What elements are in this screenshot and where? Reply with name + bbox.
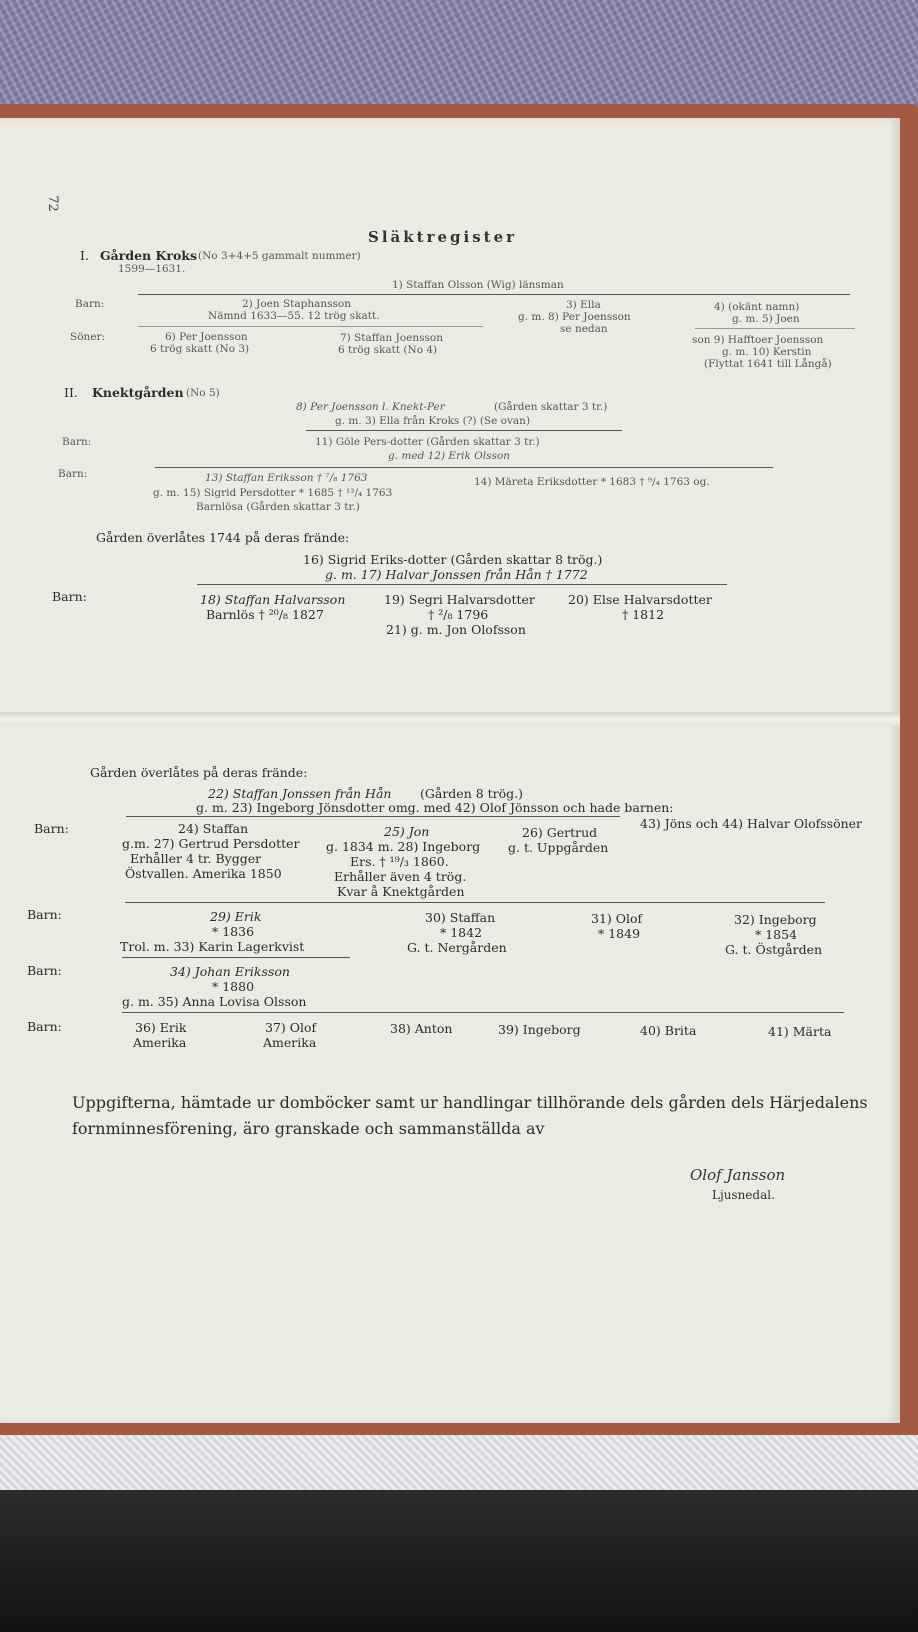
label-barn: Barn: <box>75 298 105 310</box>
person-32-name: 32) Ingeborg <box>734 912 817 927</box>
person-29-spouse: Trol. m. 33) Karin Lagerkvist <box>120 939 305 954</box>
person-2-note: Nämnd 1633—55. 12 trög skatt. <box>208 310 380 322</box>
person-16-name: 16) Sigrid Eriks-dotter (Gården skattar 8 trög.) <box>303 552 603 567</box>
rule <box>126 816 620 817</box>
author-place: Ljusnedal. <box>712 1188 775 1202</box>
label-barn: Barn: <box>58 468 88 480</box>
rule <box>155 467 773 468</box>
rule <box>138 326 483 327</box>
person-39: 39) Ingeborg <box>498 1022 581 1037</box>
lace-cloth <box>0 1435 918 1495</box>
person-34-spouse: g. m. 35) Anna Lovisa Olsson <box>122 994 307 1009</box>
person-13-note: Barnlösa (Gården skattar 3 tr.) <box>196 501 360 513</box>
page-fold <box>0 712 900 726</box>
person-24-note1: Erhåller 4 tr. Bygger <box>130 851 262 866</box>
person-9-name: son 9) Hafftoer Joensson <box>692 334 824 346</box>
person-13-spouse: g. m. 15) Sigrid Persdotter * 1685 † ¹³/₄ 1763 <box>153 487 393 499</box>
person-36-name: 36) Erik <box>135 1020 187 1035</box>
person-9-spouse: g. m. 10) Kerstin <box>722 346 812 358</box>
person-19-note: † ²/₈ 1796 <box>428 607 489 622</box>
person-24-spouse: g.m. 27) Gertrud Persdotter <box>122 836 300 851</box>
person-25-spouse-note: Ers. † ¹⁹/₃ 1860. <box>350 854 449 869</box>
person-34-name: 34) Johan Eriksson <box>170 964 290 979</box>
section1-number: I. <box>80 248 89 263</box>
person-20-note: † 1812 <box>622 607 665 622</box>
person-3-name: 3) Ella <box>566 299 601 311</box>
person-22-note: (Gården 8 trög.) <box>420 786 524 801</box>
person-36-note: Amerika <box>133 1035 187 1050</box>
person-6-note: 6 trög skatt (No 3) <box>150 343 250 355</box>
person-8-spouse: g. m. 3) Ella från Kroks (?) (Se ovan) <box>335 415 531 427</box>
rule <box>306 430 622 431</box>
person-31-birth: * 1849 <box>598 926 641 941</box>
closing-paragraph: Uppgifterna, hämtade ur domböcker samt ur handlingar tillhörande dels gården dels Härjedalens fornminnesförening, äro granskade och sammanställda av <box>72 1093 868 1138</box>
person-25-name: 25) Jon <box>384 824 430 839</box>
person-6-name: 6) Per Joensson <box>165 331 248 343</box>
person-24-note2: Östvallen. Amerika 1850 <box>125 866 282 881</box>
rule <box>695 328 855 329</box>
person-9-note: (Flyttat 1641 till Långå) <box>704 358 832 370</box>
person-7-name: 7) Staffan Joensson <box>340 332 443 344</box>
transfer-note-1: Gården överlåtes 1744 på deras frände: <box>96 530 350 545</box>
person-4-name: 4) (okänt namn) <box>714 301 800 313</box>
person-26-note: g. t. Uppgården <box>508 840 609 855</box>
person-26-name: 26) Gertrud <box>522 825 598 840</box>
person-3-note: se nedan <box>560 323 608 335</box>
label-barn: Barn: <box>52 589 87 604</box>
person-25-note2: Kvar å Knektgården <box>337 884 465 899</box>
person-29-name: 29) Erik <box>210 909 262 924</box>
person-37-name: 37) Olof <box>265 1020 317 1035</box>
person-40: 40) Brita <box>640 1023 697 1038</box>
person-8-name: 8) Per Joensson l. Knekt-Per <box>296 401 445 413</box>
section2-number: II. <box>64 385 78 400</box>
person-31-name: 31) Olof <box>591 911 643 926</box>
person-1: 1) Staffan Olsson (Wig) länsman <box>392 279 564 291</box>
person-2-name: 2) Joen Staphansson <box>242 298 351 310</box>
person-20-name: 20) Else Halvarsdotter <box>568 592 712 607</box>
person-25-spouse: g. 1834 m. 28) Ingeborg <box>326 839 481 854</box>
rule <box>125 902 825 903</box>
person-22-name: 22) Staffan Jonssen från Hån <box>208 786 392 801</box>
label-barn: Barn: <box>27 963 62 978</box>
rule <box>197 584 727 585</box>
person-18-name: 18) Staffan Halvarsson <box>200 592 346 607</box>
person-16-spouse: g. m. 17) Halvar Jonssen från Hån † 1772 <box>325 567 588 582</box>
person-19-name: 19) Segri Halvarsdotter <box>384 592 535 607</box>
person-18-note: Barnlös † ²⁰/₈ 1827 <box>206 607 324 622</box>
rule <box>122 957 350 958</box>
rule <box>122 1012 844 1013</box>
author-signature: Olof Jansson <box>690 1166 786 1184</box>
person-30-name: 30) Staffan <box>425 910 496 925</box>
person-32-birth: * 1854 <box>755 927 798 942</box>
page-title: Släktregister <box>368 228 518 246</box>
person-11-name: 11) Göle Pers-dotter (Gården skattar 3 tr.) <box>315 436 540 448</box>
person-30-note: G. t. Nergården <box>407 940 507 955</box>
person-32-note: G. t. Östgården <box>725 942 823 957</box>
person-14: 14) Märeta Eriksdotter * 1683 † ⁹/₄ 1763 og. <box>474 476 710 488</box>
section2-name: Knektgården <box>92 385 184 400</box>
person-22-spouse: g. m. 23) Ingeborg Jönsdotter omg. med 42) Olof Jönsson och hade barnen: <box>196 800 674 815</box>
person-7-note: 6 trög skatt (No 4) <box>338 344 438 356</box>
persons-43-44: 43) Jöns och 44) Halvar Olofssöner <box>640 816 863 831</box>
person-3-spouse: g. m. 8) Per Joensson <box>518 311 631 323</box>
person-25-note1: Erhåller även 4 trög. <box>334 869 467 884</box>
person-30-birth: * 1842 <box>440 925 483 940</box>
rule <box>138 294 850 295</box>
transfer-note-2: Gården överlåtes på deras frände: <box>90 765 308 780</box>
person-37-note: Amerika <box>263 1035 317 1050</box>
person-8-note: (Gården skattar 3 tr.) <box>494 401 608 413</box>
label-barn: Barn: <box>27 907 62 922</box>
person-4-spouse: g. m. 5) Joen <box>732 313 800 325</box>
section2-note: (No 5) <box>186 387 220 399</box>
person-34-birth: * 1880 <box>212 979 255 994</box>
section1-note: (No 3+4+5 gammalt nummer) <box>198 250 361 262</box>
label-soner: Söner: <box>70 331 106 343</box>
person-24-name: 24) Staffan <box>178 821 249 836</box>
label-barn: Barn: <box>62 436 92 448</box>
label-barn: Barn: <box>27 1019 62 1034</box>
section1-name: Gården Kroks <box>100 248 197 263</box>
label-barn: Barn: <box>34 821 69 836</box>
section1-years: 1599—1631. <box>118 263 186 275</box>
person-21: 21) g. m. Jon Olofsson <box>386 622 526 637</box>
person-38: 38) Anton <box>390 1021 453 1036</box>
person-29-birth: * 1836 <box>212 924 255 939</box>
page-number: 72 <box>44 195 60 212</box>
person-41: 41) Märta <box>768 1024 832 1039</box>
person-11-spouse: g. med 12) Erik Olsson <box>388 450 510 462</box>
dark-foreground <box>0 1490 918 1632</box>
person-13-name: 13) Staffan Eriksson † ⁷/₈ 1763 <box>205 472 368 484</box>
